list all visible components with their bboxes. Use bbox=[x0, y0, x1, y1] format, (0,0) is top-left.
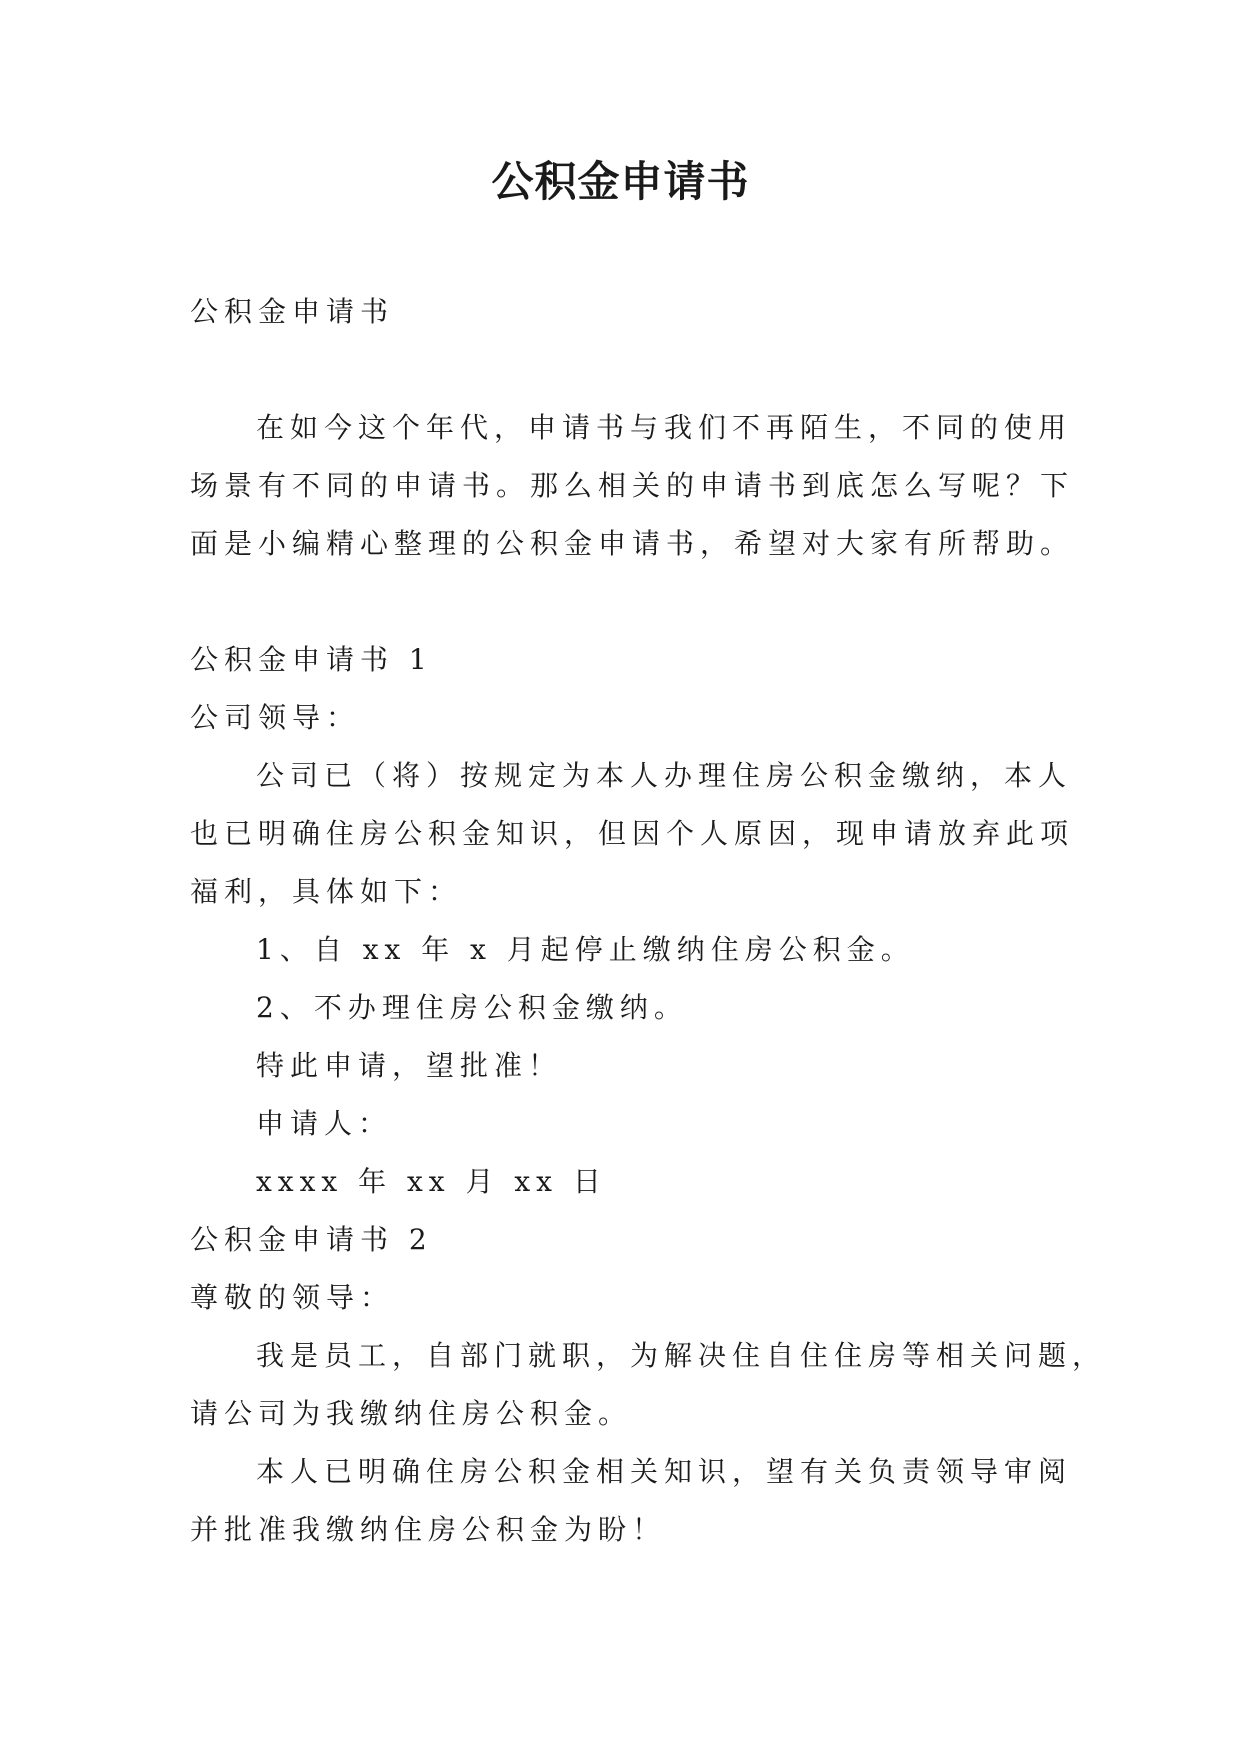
letter1-date: xxxx 年 xx 月 xx 日 bbox=[256, 1165, 607, 1198]
letter1-item-1: 1、自 xx 年 x 月起停止缴纳住房公积金。 bbox=[256, 933, 915, 966]
letter2-p2-line-2: 并批准我缴纳住房公积金为盼！ bbox=[190, 1513, 667, 1546]
letter1-body-line-3: 福利，具体如下： bbox=[190, 875, 463, 908]
letter2-salutation: 尊敬的领导： bbox=[190, 1281, 395, 1314]
letter1-closing: 特此申请，望批准！ bbox=[256, 1049, 563, 1082]
intro-heading: 公积金申请书 bbox=[190, 295, 395, 328]
letter2-p2-line-1: 本人已明确住房公积金相关知识，望有关负责领导审阅 bbox=[256, 1455, 1073, 1488]
letter1-item-2: 2、不办理住房公积金缴纳。 bbox=[256, 991, 688, 1024]
letter1-applicant: 申请人： bbox=[256, 1107, 393, 1140]
intro-line-3: 面是小编精心整理的公积金申请书，希望对大家有所帮助。 bbox=[190, 527, 1075, 560]
letter1-heading: 公积金申请书 1 bbox=[190, 643, 433, 676]
letter2-p1-line-1: 我是员工，自部门就职，为解决住自住住房等相关问题， bbox=[256, 1339, 1107, 1372]
letter1-salutation: 公司领导： bbox=[190, 701, 361, 734]
letter1-body-line-1: 公司已（将）按规定为本人办理住房公积金缴纳，本人 bbox=[256, 759, 1073, 792]
intro-line-2: 场景有不同的申请书。那么相关的申请书到底怎么写呢？下 bbox=[190, 469, 1075, 502]
letter2-p1-line-2: 请公司为我缴纳住房公积金。 bbox=[190, 1397, 633, 1430]
letter2-heading: 公积金申请书 2 bbox=[190, 1223, 433, 1256]
letter1-body-line-2: 也已明确住房公积金知识，但因个人原因，现申请放弃此项 bbox=[190, 817, 1075, 850]
intro-line-1: 在如今这个年代，申请书与我们不再陌生，不同的使用 bbox=[256, 411, 1073, 444]
document-title: 公积金申请书 bbox=[491, 157, 750, 206]
